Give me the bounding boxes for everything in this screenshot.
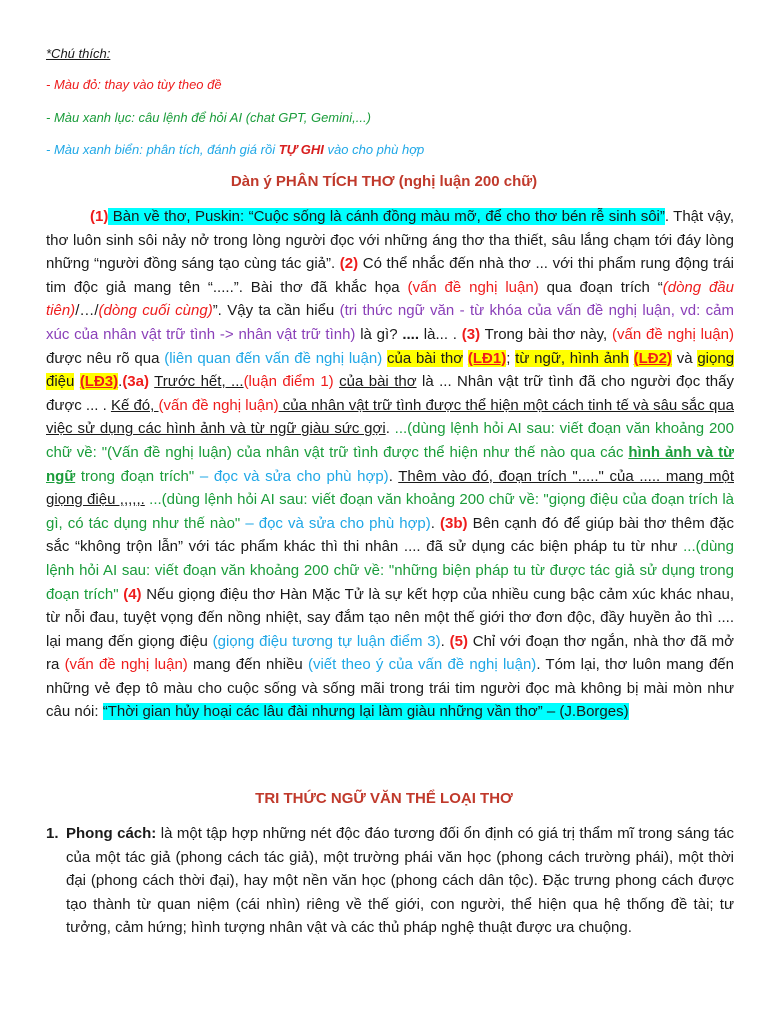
section-heading: TRI THỨC NGỮ VĂN THỂ LOẠI THƠ [255,790,513,807]
puskin-quote: Bàn về thơ, Puskin: “Cuộc sống là cánh đồng màu mỡ, để cho thơ bén rễ sinh sôi” [108,208,665,225]
marker-2: (2) [339,255,359,273]
marker-4: (4) [123,585,142,603]
outline-paragraph: (1) Bàn về thơ, Puskin: “Cuộc sống là cánh đồng màu mỡ, để cho thơ bén rễ sinh sôi”. Thật vậy, thơ luôn sinh sôi nảy nở trong lòng người đọc với những áng thơ tha thiết, sâu lắng chạm tới đáy lòng những “người đồng sáng tạo cùng tác giả”. (2) Có thể nhắc đến nhà thơ ... với thi phẩm rung động trái tim độc giả mang tên “.....”. Bài thơ đã khắc họa (vấn đề nghị luận) qua đoạn trích “(dòng đầu tiên)/…/(dòng cuối cùng)”. Vậy ta cần hiểu (tri thức ngữ văn - từ khóa của vấn đề nghị luận, vd: cảm xúc của nhân vật trữ tình -> nhân vật trữ tình) là gì? .... là... . (3) Trong bài thơ này, (vấn đề nghị luận) được nêu rõ qua (liên quan đến vấn đề nghị luận) của bài thơ (LĐ1); từ ngữ, hình ảnh (LĐ2) và giọng điệu (LĐ3).(3a) Trước hết, ...(luận điểm 1) của bài thơ là ... Nhân vật trữ tình đã cho người đọc thấy được ... . Kế đó, (vấn đề nghị luận) của nhân vật trữ tình được thể hiện một cách tinh tế và sâu sắc qua việc sử dụng các hình ảnh và từ ngữ giàu sức gợi. ...(dùng lệnh hỏi AI sau: viết đoạn văn khoảng 200 chữ về: "(Vấn đề nghị luận) của nhân vật trữ tình được thể hiện như thế nào qua các hình ảnh và từ ngữ trong đoạn trích" – đọc và sửa cho phù hợp). Thêm vào đó, đoạn trích "....." của ..... mang một giọng điệu ,,,,,. ...(dùng lệnh hỏi AI sau: viết đoạn văn khoảng 200 chữ về: "giọng điệu của đoạn trích là gì, có tác dụng như thế nào" – đọc và sửa cho phù hợp). (3b) Bên cạnh đó để giúp bài thơ thêm đặc sắc “không trộn lẫn” với tác phẩm khác thì thi nhân .... đã sử dụng các biện pháp tu từ như ...(dùng lệnh hỏi AI sau: viết đoạn văn khoảng 200 chữ về: "những biện pháp tu từ được tác giả sử dụng trong đoạn trích" (4) Nếu giọng điệu thơ Hàn Mặc Tử là sự kết hợp của nhiều cung bậc cảm xúc khác nhau, từ nỗi đau, tuyệt vọng đến nồng nhiệt, say đắm tạo nên một thế giới thơ đơn độc, đầy huyền ảo thì .... lại mang đến giọng điệu (giọng điệu tương tự luận điểm 3). (5) Chỉ với đoạn thơ ngắn, nhà thơ đã mở ra (vấn đề nghị luận) mang đến nhiều (viết theo ý của vấn đề nghị luận). Tóm lại, thơ luôn mang đến những vẻ đẹp tô màu cho cuộc sống và sống mãi trong trái tim người đọc mà không bị mài mòn như câu nói: “Thời gian hủy hoại các lâu đài nhưng lại làm giàu những vần thơ” – (J.Borges) [46,208,735,721]
list-text: là một tập hợp những nét độc đáo tương đối ổn định có giá trị thẩm mĩ trong sáng tác của một tác giả (phong cách tác giả), một trường phái văn học (phong cách trường phái), một thời đại (phong cách thời đại), hay một nền văn học (phong cách dân tộc). Đặc trưng phong cách được tạo thành từ quan niệm (cái nhìn) riêng về thế giới, con người, thể hiện qua hệ thống đề tài; tư tưởng, cảm hứng; hình tượng nhân vật và các thủ pháp nghệ thuật được ưa chuộng. [66,825,734,937]
list-item [46,822,734,940]
marker-3a: (3a) [122,373,149,391]
ld1-label: (LĐ1) [467,349,507,367]
outline-heading: Dàn ý PHÂN TÍCH THƠ (nghị luận 200 chữ) [230,173,538,190]
ld2-label: (LĐ2) [633,349,672,367]
notes-title: *Chú thích: [46,46,111,61]
note-red: - Màu đỏ: thay vào tùy theo đề [46,77,222,92]
list-number: 1. [46,825,59,842]
marker-1: (1) [90,208,109,225]
note-blue-emphasis: TỰ GHI [278,142,324,157]
ld3-label: (LĐ3) [79,373,119,391]
marker-3b: (3b) [440,514,468,532]
list-term: Phong cách: [66,825,157,842]
note-blue: - Màu xanh biển: phân tích, đánh giá rồi TỰ GHI vào cho phù hợp [46,142,425,157]
note-green: - Màu xanh lục: câu lệnh để hỏi AI (chat GPT, Gemini,...) [46,110,371,125]
borges-quote: “Thời gian hủy hoại các lâu đài nhưng lại làm giàu những vần thơ” – (J.Borges) [102,703,629,721]
marker-5: (5) [449,632,468,650]
marker-3: (3) [461,325,481,343]
